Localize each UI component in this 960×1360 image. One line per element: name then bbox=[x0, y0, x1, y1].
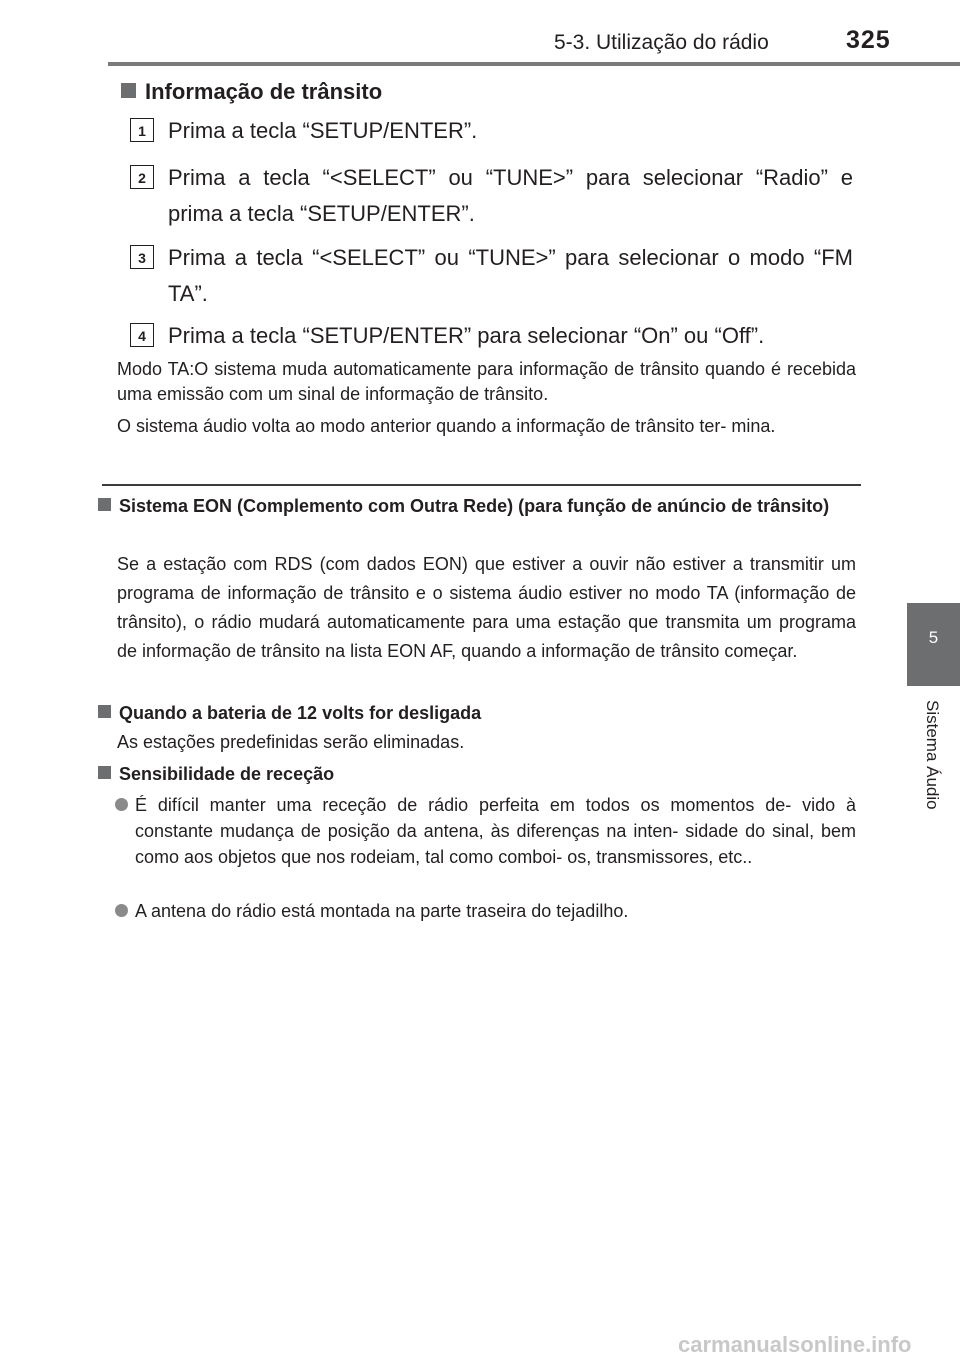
step-2 bbox=[130, 160, 853, 232]
section-heading-traffic bbox=[121, 79, 382, 105]
bullet-item bbox=[117, 898, 856, 924]
step-number-box: 1 bbox=[130, 118, 154, 142]
watermark: carmanualsonline.info bbox=[678, 1332, 912, 1357]
note-heading-eon bbox=[98, 493, 860, 520]
step-3 bbox=[130, 240, 853, 312]
page-number: 325 bbox=[846, 26, 891, 54]
chapter-tab-label: Sistema Áudio bbox=[923, 700, 942, 810]
square-bullet-icon bbox=[98, 498, 111, 511]
chapter-tab-number: 5 bbox=[928, 628, 939, 647]
step-text: Prima a tecla “<SELECT” ou “TUNE>” para selecionar “Radio” e prima a tecla “SETUP/ENTER”. bbox=[168, 165, 853, 226]
bullet-text: A antena do rádio está montada na parte traseira do tejadilho. bbox=[135, 901, 629, 921]
mode-ta-note: Modo TA:O sistema muda automaticamente para informação de trânsito quando é recebida uma emissão com um sinal de informação de trânsito. bbox=[117, 359, 856, 404]
square-bullet-icon bbox=[121, 83, 136, 98]
note-body-battery: As estações predefinidas serão eliminadas. bbox=[117, 732, 465, 752]
square-bullet-icon bbox=[98, 705, 111, 718]
bullet-text: É difícil manter uma receção de rádio perfeita em todos os momentos de- vido à constante mudança de posição da antena, às diferenças na inten- sidade do sinal, bem como aos objetos que nos rodeiam, tal como comboi- os, transmissores, etc.. bbox=[135, 795, 856, 867]
step-4 bbox=[130, 318, 853, 354]
square-bullet-icon bbox=[98, 766, 111, 779]
round-bullet-icon bbox=[115, 904, 128, 917]
note-body-eon: Se a estação com RDS (com dados EON) que estiver a ouvir não estiver a transmitir um programa de informação de trânsito e o sistema áudio estiver no modo TA (informação de trânsito), o rádio mudará automaticamente para uma estação que transmita um programa de informação de trânsito na lista EON AF, quando a informação de trânsito começar. bbox=[117, 554, 856, 661]
step-number-box: 2 bbox=[130, 165, 154, 189]
step-number-box: 3 bbox=[130, 245, 154, 269]
note-heading-text: Sistema EON (Complemento com Outra Rede) (para função de anúncio de trânsito) bbox=[119, 496, 830, 516]
step-text: Prima a tecla “<SELECT” ou “TUNE>” para selecionar o modo “FM TA”. bbox=[168, 245, 853, 306]
return-note: O sistema áudio volta ao modo anterior quando a informação de trânsito ter- mina. bbox=[117, 416, 776, 436]
section-heading-text: Informação de trânsito bbox=[145, 79, 383, 104]
bullet-item bbox=[117, 792, 856, 870]
note-heading-reception bbox=[98, 761, 860, 788]
step-text: Prima a tecla “SETUP/ENTER” para selecionar “On” ou “Off”. bbox=[168, 323, 765, 348]
step-number-box: 4 bbox=[130, 323, 154, 347]
header-section-title: 5-3. Utilização do rádio bbox=[554, 31, 769, 54]
round-bullet-icon bbox=[115, 798, 128, 811]
chapter-tab[interactable] bbox=[907, 603, 960, 686]
note-heading-text: Quando a bateria de 12 volts for desligada bbox=[119, 703, 482, 723]
note-heading-text: Sensibilidade de receção bbox=[119, 764, 335, 784]
note-heading-battery bbox=[98, 700, 860, 727]
header-rule bbox=[108, 62, 960, 66]
section-divider bbox=[102, 484, 861, 486]
step-1 bbox=[130, 113, 853, 149]
step-text: Prima a tecla “SETUP/ENTER”. bbox=[168, 118, 478, 143]
